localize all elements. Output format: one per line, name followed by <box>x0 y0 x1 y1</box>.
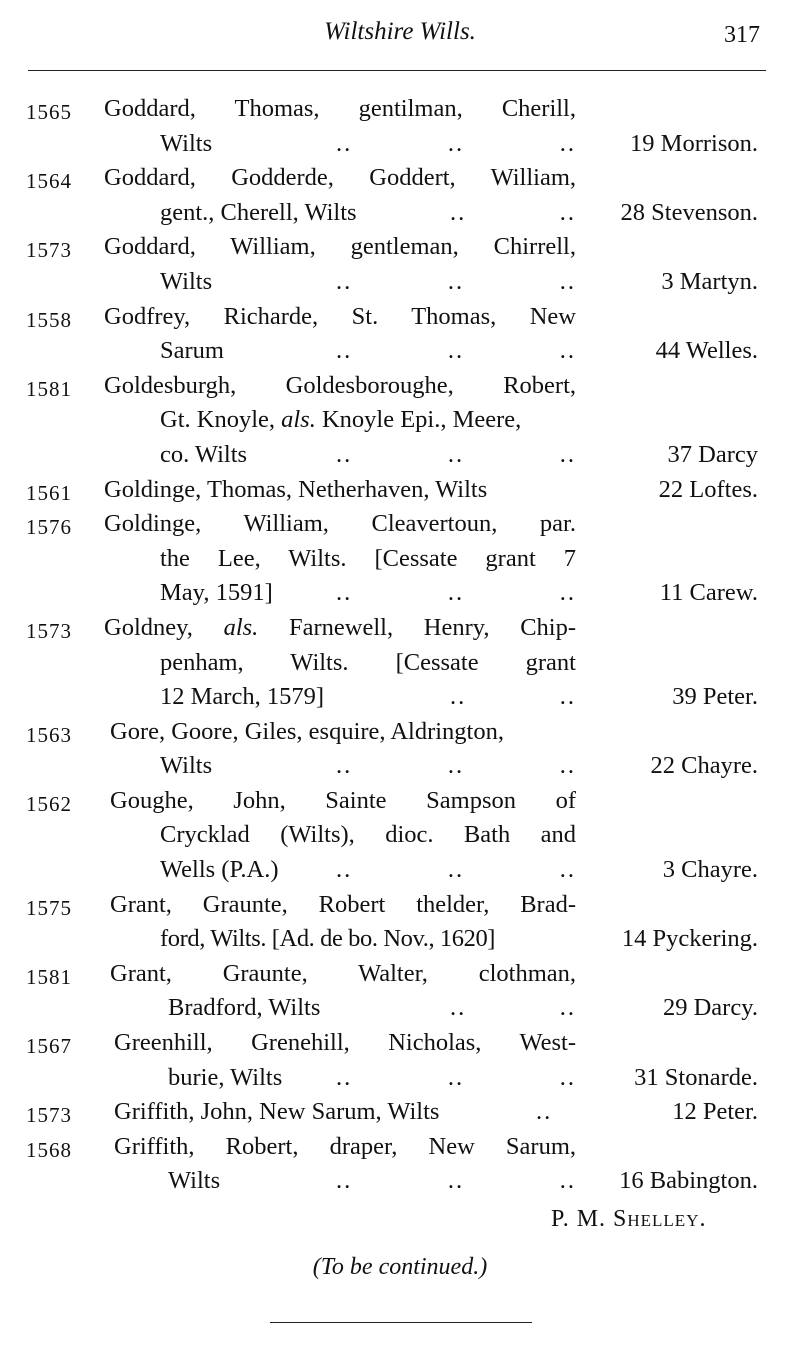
entry-text: Goughe, John, Sainte Sampson of <box>110 786 576 814</box>
running-title: Wiltshire Wills. <box>324 18 476 45</box>
will-entry <box>0 611 800 715</box>
entry-text: Goddard, Godderde, Goddert, William, <box>104 164 576 192</box>
entry-reference: 22 Chayre. <box>650 752 758 780</box>
author-signature <box>551 1206 706 1233</box>
entry-reference: 31 Stonarde. <box>634 1063 758 1091</box>
entry-year: 1573 <box>26 618 72 643</box>
continued-note: (To be continued.) <box>312 1254 488 1280</box>
will-entry <box>0 369 800 473</box>
will-entry <box>0 92 800 161</box>
leader-dots: .. .. .. <box>336 267 576 295</box>
entry-text: May, 1591] <box>160 579 273 607</box>
entry-year: 1563 <box>26 722 72 747</box>
entry-year: 1564 <box>26 169 72 194</box>
will-entries-list <box>0 92 800 1199</box>
will-entry <box>0 300 800 369</box>
entry-text: Wilts <box>160 129 213 157</box>
entry-text: co. Wilts <box>160 440 248 468</box>
entry-text: Goldinge, Thomas, Netherhaven, Wilts <box>104 475 488 503</box>
entry-text: Greenhill, Grenehill, Nicholas, West- <box>114 1029 576 1057</box>
entry-reference: 37 Darcy <box>667 440 758 468</box>
entry-text: penham, Wilts. [Cessate grant <box>160 648 576 676</box>
will-entry <box>0 161 800 230</box>
entry-text: Wilts <box>160 267 213 295</box>
entry-text: Griffith, Robert, draper, New Sarum, <box>114 1132 576 1160</box>
entry-reference: 28 Stevenson. <box>620 198 758 226</box>
entry-text: burie, Wilts <box>168 1063 283 1091</box>
entry-text: Goldney, als. Farnewell, Henry, Chip- <box>104 613 576 641</box>
entry-reference: 14 Pyckering. <box>621 925 758 953</box>
entry-text: the Lee, Wilts. [Cessate grant 7 <box>160 544 576 572</box>
entry-year: 1573 <box>26 1103 72 1128</box>
entry-reference: 22 Loftes. <box>658 475 758 503</box>
entry-reference: 39 Peter. <box>672 683 758 711</box>
entry-year: 1581 <box>26 376 72 401</box>
entry-text: Goldinge, William, Cleavertoun, par. <box>104 510 576 538</box>
entry-text: Gore, Goore, Giles, esquire, Aldrington, <box>110 717 504 745</box>
entry-year: 1561 <box>26 480 72 505</box>
entry-text: 12 March, 1579] <box>160 683 324 711</box>
entry-text: gent., Cherell, Wilts <box>160 198 357 226</box>
entry-year: 1558 <box>26 307 72 332</box>
entry-reference: 11 Carew. <box>659 579 758 607</box>
author-initials: P. M. <box>551 1206 607 1232</box>
top-rule <box>28 70 766 71</box>
leader-dots: .. .. <box>450 994 576 1022</box>
entry-reference: 44 Welles. <box>655 337 758 365</box>
entry-year: 1562 <box>26 791 72 816</box>
entry-text: Goldesburgh, Goldesboroughe, Robert, <box>104 371 576 399</box>
entry-text: Goddard, William, gentleman, Chirrell, <box>104 233 576 261</box>
entry-year: 1575 <box>26 895 72 920</box>
will-entry <box>0 1130 800 1199</box>
leader-dots: .. <box>536 1098 553 1126</box>
leader-dots: .. .. .. <box>336 129 576 157</box>
leader-dots: .. .. .. <box>336 1167 576 1195</box>
entry-text: Crycklad (Wilts), dioc. Bath and <box>160 821 576 849</box>
leader-dots: .. .. .. <box>336 579 576 607</box>
leader-dots: .. .. .. <box>336 337 576 365</box>
entry-text: Godfrey, Richarde, St. Thomas, New <box>104 302 576 330</box>
entry-reference: 16 Babington. <box>619 1167 758 1195</box>
will-entry <box>0 473 800 508</box>
entry-text: Goddard, Thomas, gentilman, Cherill, <box>104 95 576 122</box>
entry-text: Wilts <box>160 752 213 780</box>
will-entry <box>0 957 800 1026</box>
leader-dots: .. .. .. <box>336 1063 576 1091</box>
will-entry <box>0 715 800 784</box>
entry-text: Griffith, John, New Sarum, Wilts <box>114 1098 440 1126</box>
leader-dots: .. .. .. <box>336 856 576 884</box>
entry-year: 1581 <box>26 964 72 989</box>
author-surname: Shelley. <box>613 1206 707 1232</box>
entry-year: 1576 <box>26 515 72 540</box>
leader-dots: .. .. <box>450 683 576 711</box>
entry-text: ford, Wilts. [Ad. de bo. Nov., 1620] <box>160 925 496 953</box>
page-number: 317 <box>724 22 760 48</box>
will-entry <box>0 888 800 957</box>
bottom-rule <box>270 1322 532 1323</box>
entry-text: Gt. Knoyle, als. Knoyle Epi., Meere, <box>160 406 522 434</box>
will-entry <box>0 1095 800 1130</box>
entry-text: Bradford, Wilts <box>168 994 321 1022</box>
entry-text: Grant, Graunte, Robert thelder, Brad- <box>110 890 576 918</box>
entry-year: 1573 <box>26 238 72 263</box>
entry-text: Wilts <box>168 1167 221 1195</box>
entry-year: 1567 <box>26 1034 72 1059</box>
leader-dots: .. .. .. <box>336 440 576 468</box>
entry-reference: 12 Peter. <box>672 1098 758 1126</box>
entry-text: Wells (P.A.) <box>160 856 279 884</box>
entry-reference: 3 Martyn. <box>661 267 758 295</box>
entry-text: Sarum <box>160 337 224 365</box>
entry-reference: 29 Darcy. <box>662 994 758 1022</box>
will-entry <box>0 1026 800 1095</box>
leader-dots: .. .. <box>450 198 576 226</box>
entry-reference: 19 Morrison. <box>630 129 758 157</box>
will-entry <box>0 784 800 888</box>
leader-dots: .. .. .. <box>336 752 576 780</box>
entry-reference: 3 Chayre. <box>662 856 758 884</box>
entry-year: 1565 <box>26 100 72 124</box>
entry-text: Grant, Graunte, Walter, clothman, <box>110 959 576 987</box>
will-entry <box>0 507 800 611</box>
entry-year: 1568 <box>26 1137 72 1162</box>
will-entry <box>0 230 800 299</box>
